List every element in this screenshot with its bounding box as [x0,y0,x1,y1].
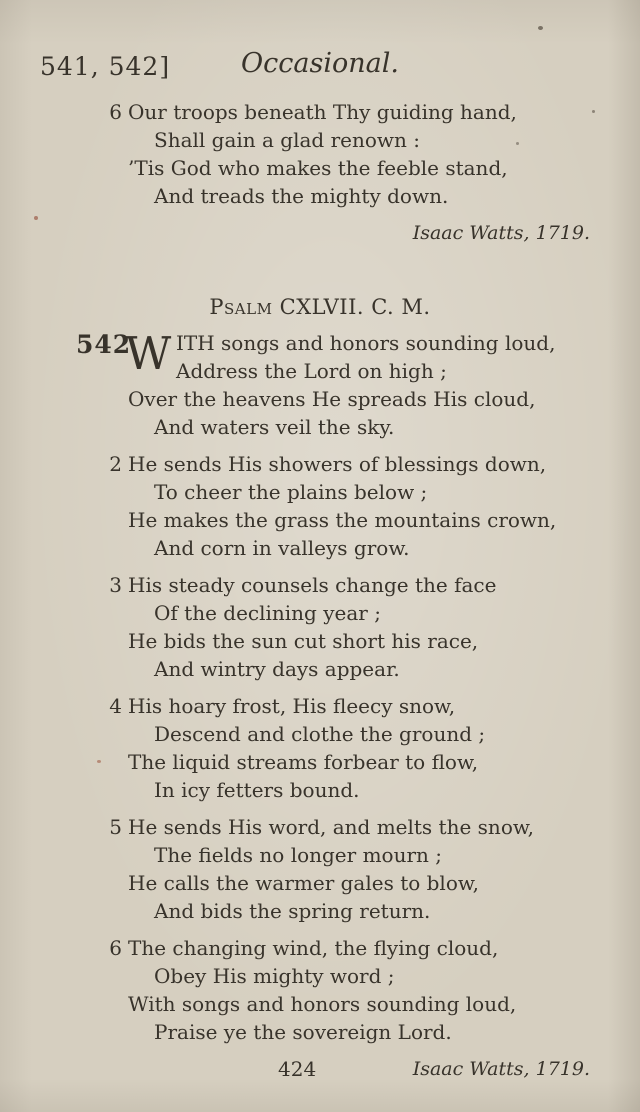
scan-speck [592,110,595,113]
hymn-542-verse-1 [76,327,590,441]
page-header [0,0,640,88]
verse-line: ITH songs and honors sounding loud, [176,331,556,355]
verse-line: And bids the spring return. [154,899,431,923]
verse-number: 6 [109,100,122,124]
verse-number: 6 [109,936,122,960]
scan-speck [34,216,38,220]
opening-lines [125,327,590,385]
hymn-542-verse-6 [109,934,590,1046]
drop-cap: W [125,327,172,380]
verse-number: 5 [109,815,122,839]
verse-line: ’Tis God who makes the feeble stand, [128,156,508,180]
verse-line: Of the declining year ; [154,601,381,625]
page-footer [128,1055,590,1083]
verse-number: 3 [109,573,122,597]
attribution-542: Isaac Watts, 1719. [412,1058,590,1080]
verse-line: The liquid streams forbear to flow, [128,750,479,774]
hymn-542-verse-3 [109,571,590,683]
verse-number: 2 [109,452,122,476]
verse-line: And wintry days appear. [154,657,400,681]
verse-line: He calls the warmer gales to blow, [128,871,479,895]
page-content [76,88,590,1083]
hymn-542-verse-5 [109,813,590,925]
hymn-number: 542 [76,330,132,359]
verse-line: Our troops beneath Thy guiding hand, [128,100,517,124]
verse-line: Descend and clothe the ground ; [154,722,486,746]
verse-line: In icy fetters bound. [154,778,360,802]
verse-line: He sends His word, and melts the snow, [128,815,534,839]
verse-line: And treads the mighty down. [154,184,449,208]
verse-line: Shall gain a glad renown : [154,128,420,152]
verse-line: He bids the sun cut short his race, [128,629,479,653]
verse-line: His steady counsels change the face [128,573,497,597]
verse-line: Praise ye the sovereign Lord. [154,1020,452,1044]
scan-speck [516,142,519,145]
verse-line: The fields no longer mourn ; [154,843,442,867]
verse-line: Address the Lord on high ; [176,359,447,383]
hymn-542-verse-2 [109,450,590,562]
verse-line: With songs and honors sounding loud, [128,992,517,1016]
verse-line: Obey His mighty word ; [154,964,395,988]
verse-line: And corn in valleys grow. [154,536,410,560]
scan-speck [538,26,543,30]
verse-line: The changing wind, the flying cloud, [128,936,499,960]
verse-line: His hoary frost, His fleecy snow, [128,694,456,718]
verse-number: 4 [109,694,122,718]
verse-line: Over the heavens He spreads His cloud, [128,387,536,411]
hymn-541-verse-6 [109,98,590,210]
psalm-heading: Psalm CXLVII. C. M. [209,295,431,319]
verse-line: And waters veil the sky. [154,415,395,439]
verse-line: He makes the grass the mountains crown, [128,508,557,532]
verse-line: To cheer the plains below ; [154,480,428,504]
hymn-542-verse-4 [109,692,590,804]
attribution-541: Isaac Watts, 1719. [412,222,590,244]
page-number: 424 [278,1057,317,1081]
folio-numbers: 541, 542] [40,52,171,81]
verse-line: He sends His showers of blessings down, [128,452,547,476]
scan-speck [97,760,101,763]
running-title: Occasional. [241,48,399,79]
